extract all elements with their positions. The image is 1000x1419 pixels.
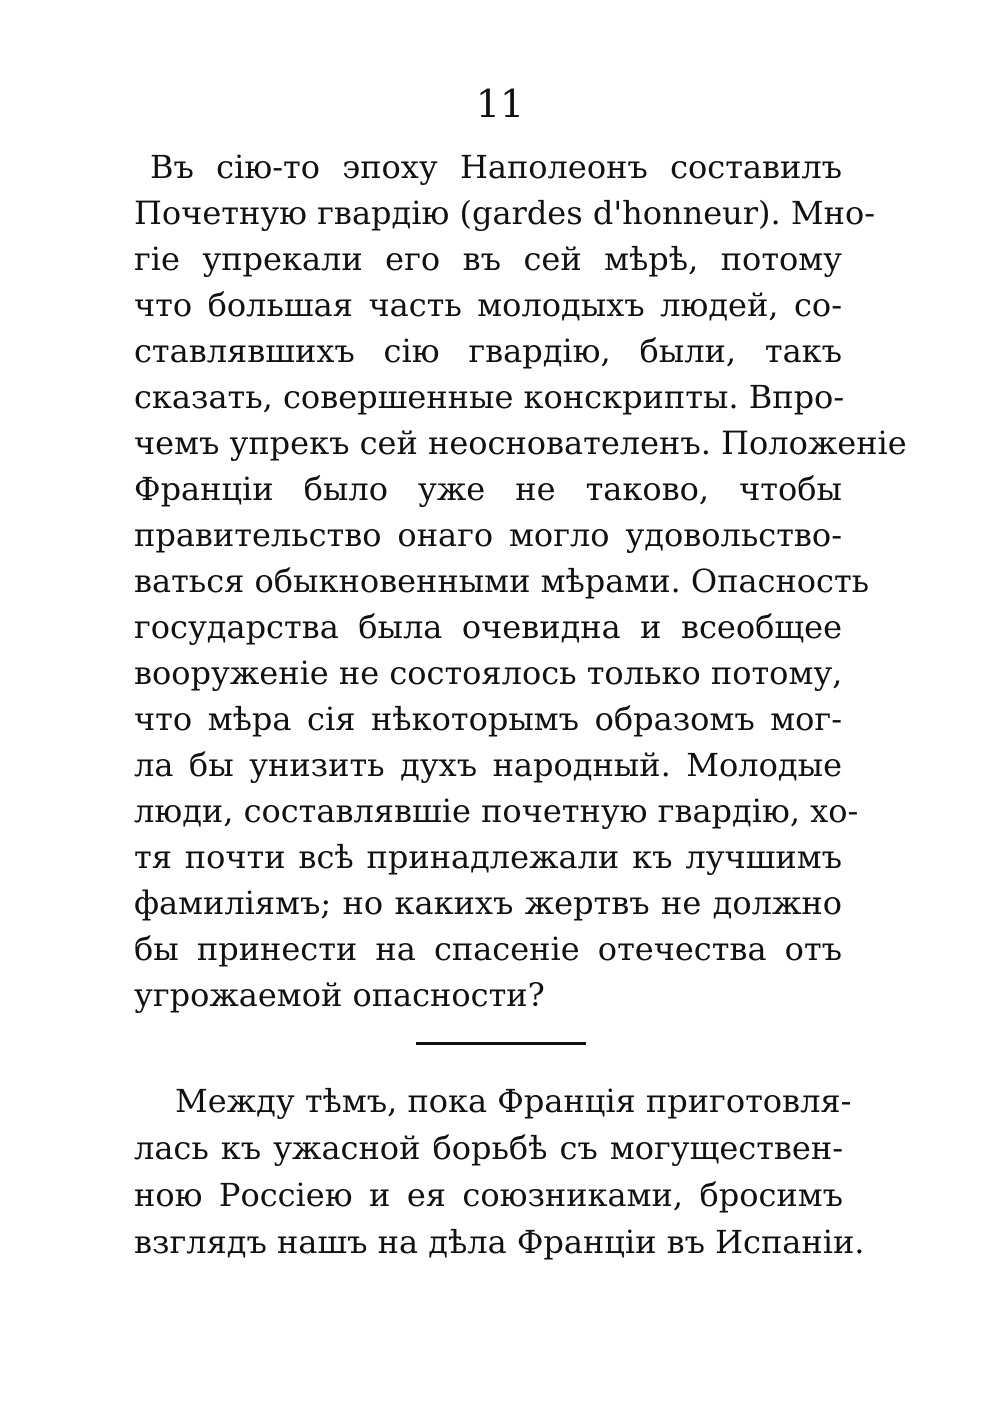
text-line-19: угрожаемой опасности? — [134, 976, 545, 1014]
text-line-3: гіе упрекали его въ сей мѣрѣ, потому — [134, 240, 842, 278]
text-line-11: государства была очевидна и всеобщее — [134, 608, 842, 646]
text-line-5: ставлявшихъ сію гвардію, были, такъ — [134, 332, 842, 370]
text-line-10: ваться обыкновенными мѣрами. Опасность — [134, 562, 870, 600]
page-number: 11 — [475, 82, 525, 126]
text-line-17: фамиліямъ; но какихъ жертвъ не должно — [134, 884, 842, 922]
text-line-12: вооруженіе не состоялось только потому, — [134, 654, 843, 692]
text-line-16: тя почти всѣ принадлежали къ лучшимъ — [134, 838, 842, 876]
section-divider — [416, 1042, 586, 1045]
text-line-7: чемъ упрекъ сей неоснователенъ. Положеніе — [134, 424, 907, 462]
text-line-6: сказать, совершенные конскрипты. Впро- — [134, 378, 845, 416]
text-line-15: люди, составлявшіе почетную гвардію, хо- — [134, 792, 859, 830]
text-line-21: лась къ ужасной борьбѣ съ могуществен- — [134, 1129, 843, 1167]
text-line-9: правительство онаго могло удовольство- — [134, 516, 842, 554]
text-line-14: ла бы унизить духъ народный. Молодые — [134, 746, 842, 784]
text-line-8: Франціи было уже не таково, чтобы — [134, 470, 842, 508]
text-line-20: Между тѣмъ, пока Франція приготовля- — [175, 1082, 852, 1120]
text-line-4: что большая часть молодыхъ людей, со- — [134, 286, 842, 324]
text-line-1: Въ сію-то эпоху Наполеонъ составилъ — [150, 148, 842, 186]
text-line-13: что мѣра сія нѣкоторымъ образомъ мог- — [134, 700, 842, 738]
text-line-22: ною Россіею и ея союзниками, бросимъ — [134, 1176, 843, 1214]
text-line-2: Почетную гвардію (gardes d'honneur). Мно- — [134, 194, 876, 232]
text-line-18: бы принести на спасеніе отечества отъ — [134, 930, 842, 968]
text-line-23: взглядъ нашъ на дѣла Франціи въ Испаніи. — [134, 1223, 865, 1261]
